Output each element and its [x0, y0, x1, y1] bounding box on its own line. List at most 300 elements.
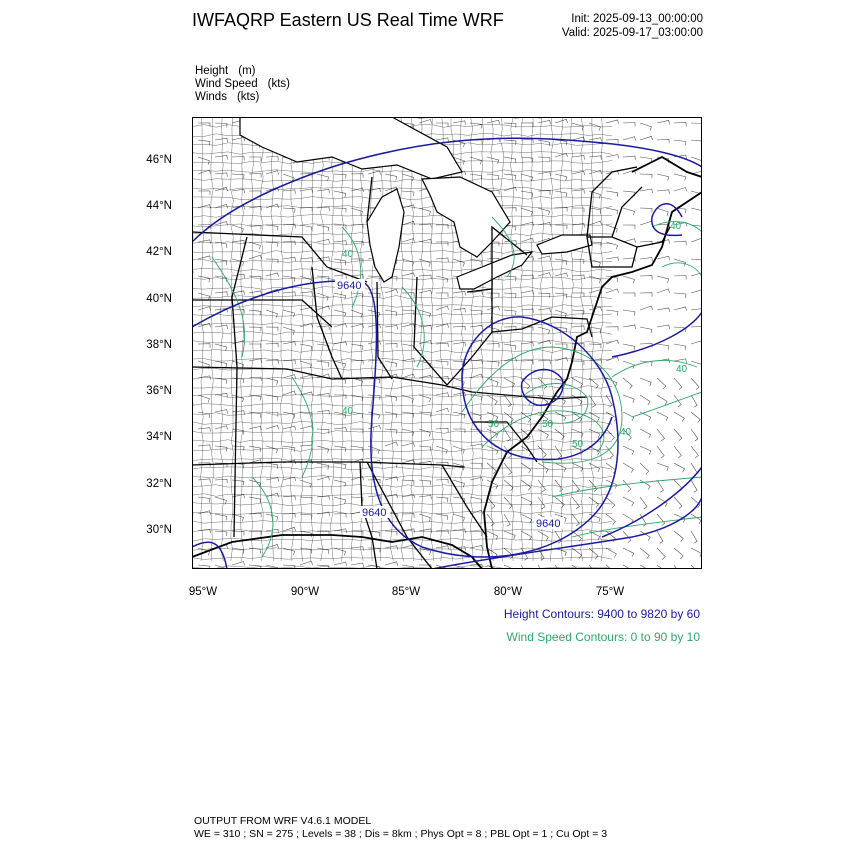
wind-barb	[317, 463, 329, 470]
wind-barb	[266, 204, 279, 208]
wind-barb	[334, 514, 346, 518]
wind-barb	[436, 306, 449, 310]
wind-barb	[266, 171, 279, 175]
wind-barb	[419, 239, 432, 243]
wind-barb	[198, 412, 210, 418]
wind-barb	[521, 514, 532, 523]
wind-barb	[300, 514, 312, 519]
wind-contour-label: 40	[670, 221, 682, 232]
wind-barb	[334, 191, 346, 197]
wind-contour-label: 40	[620, 427, 632, 438]
wind-barb	[470, 546, 483, 550]
wind-barb	[334, 548, 346, 555]
wind-barb	[538, 172, 551, 176]
lat-label: 44°N	[146, 200, 172, 212]
wind-contour-label: 50	[542, 419, 554, 430]
wind-barb	[283, 276, 295, 282]
county-line	[192, 350, 612, 353]
wind-barb	[589, 344, 601, 348]
wind-barb	[487, 157, 499, 164]
lat-label: 46°N	[146, 154, 172, 166]
wind-barb	[674, 446, 681, 458]
wind-barb	[198, 157, 209, 165]
wind-barb	[351, 378, 363, 385]
county-line	[541, 117, 544, 561]
wind-barb	[232, 411, 244, 415]
valid-time: Valid: 2025-09-17_03:00:00	[561, 27, 703, 39]
wind-barb	[623, 497, 634, 506]
wind-barb	[606, 429, 614, 440]
wind-barb	[266, 327, 278, 331]
wind-barb	[487, 429, 498, 438]
wind-barb	[419, 326, 431, 330]
wind-barb	[572, 514, 579, 526]
wind-barb	[606, 548, 616, 558]
wind-barb	[691, 548, 702, 557]
lon-label: 85°W	[391, 586, 421, 598]
wind-barb	[657, 174, 669, 181]
wind-barb	[640, 157, 652, 163]
wind-barb	[283, 257, 296, 261]
wind-barb	[249, 206, 261, 210]
wind-barb	[385, 310, 397, 316]
wind-barb	[521, 361, 533, 365]
wind-barb	[249, 291, 262, 295]
wind-barb	[368, 360, 380, 364]
wind-barb	[640, 293, 652, 297]
wind-barb	[674, 344, 686, 350]
wind-barb	[623, 293, 635, 297]
wind-barb	[419, 275, 431, 279]
wind-barb	[572, 378, 582, 388]
wind-barb	[215, 292, 227, 296]
wind-barb	[317, 207, 329, 211]
wind-barb	[521, 222, 534, 226]
wind-barb	[317, 446, 329, 453]
coastline	[192, 157, 702, 569]
wind-barb	[504, 293, 516, 298]
county-line	[192, 413, 612, 416]
wind-barb	[487, 531, 498, 540]
wind-barb	[198, 445, 210, 449]
wind-barb	[623, 156, 635, 160]
wind-barb	[640, 306, 653, 310]
wind-barb	[402, 273, 415, 277]
lat-label: 34°N	[146, 431, 172, 443]
wind-barb	[674, 122, 686, 126]
wind-barb	[317, 225, 329, 231]
wind-barb	[504, 514, 510, 526]
wind-barb	[657, 190, 669, 194]
wind-barb	[606, 208, 618, 214]
wind-barb	[521, 191, 533, 197]
wind-barb	[487, 120, 500, 124]
wind-barb	[402, 344, 414, 350]
wind-barb	[470, 463, 482, 468]
lake-ontario	[537, 235, 592, 254]
wind-barb	[487, 174, 499, 180]
wind-barb	[436, 446, 447, 454]
wind-barb	[504, 463, 512, 475]
wind-barb	[555, 463, 566, 472]
wind-barb	[555, 497, 564, 508]
wind-barb	[674, 548, 683, 559]
wind-barb	[657, 463, 668, 471]
wind-barb	[572, 275, 584, 279]
map-panel	[192, 117, 702, 569]
wind-barb	[640, 548, 649, 559]
wind-barb	[606, 257, 619, 261]
svg-text:9640: 9640	[337, 280, 362, 292]
wind-barb	[300, 242, 312, 249]
wind-barb	[402, 324, 415, 328]
wind-barb	[657, 208, 668, 216]
wind-barb	[487, 361, 499, 366]
county-line	[211, 117, 214, 561]
county-line	[481, 117, 484, 561]
wind-barb	[691, 446, 698, 458]
wind-barb	[555, 412, 566, 421]
wind-barb	[232, 562, 245, 566]
county-boundaries	[192, 117, 612, 568]
wind-barb	[606, 446, 613, 458]
wind-barb	[589, 156, 601, 160]
wind-barb	[198, 307, 211, 311]
wind-barb	[538, 208, 550, 215]
wind-barb	[657, 276, 669, 283]
wind-barb	[215, 531, 227, 536]
wind-barb	[691, 378, 699, 390]
wind-barb	[538, 191, 550, 195]
great-lakes	[240, 117, 592, 289]
wind-barb	[657, 308, 670, 312]
wind-contour-label: 40	[342, 406, 354, 417]
county-line	[192, 386, 612, 389]
wind-barb	[623, 446, 634, 455]
wind-barb	[487, 378, 498, 386]
wind-barb	[674, 463, 685, 472]
wind-barb	[504, 310, 516, 315]
wind-barb	[504, 497, 512, 509]
county-line	[192, 494, 612, 497]
wind-barb	[283, 190, 295, 194]
county-line	[331, 117, 334, 561]
wind-barb	[300, 426, 313, 430]
height-contour-label	[335, 279, 365, 292]
wind-barb	[640, 258, 652, 262]
wind-barb	[674, 276, 686, 280]
wind-barb	[215, 138, 228, 142]
field-label-wind-speed	[195, 78, 290, 90]
wind-barb	[402, 259, 414, 266]
county-line	[192, 449, 612, 452]
wind-barb	[606, 310, 618, 316]
wind-barb	[606, 155, 619, 159]
wind-barb	[419, 224, 431, 228]
wind-barb	[198, 497, 210, 502]
wind-barb	[385, 546, 398, 550]
wind-barb	[249, 513, 261, 517]
wind-barb	[470, 497, 482, 503]
wind-barb	[419, 375, 432, 379]
wind-barb	[249, 344, 261, 348]
wind-barb	[402, 412, 414, 418]
wind-barb	[232, 446, 244, 451]
lake-superior	[240, 117, 462, 179]
wind-barb	[623, 325, 636, 329]
wind-contour-label: 40	[342, 249, 354, 260]
wind-barb	[674, 307, 687, 311]
wind-barb	[657, 531, 663, 543]
wind-barb	[538, 340, 551, 344]
wind-barb	[640, 463, 649, 474]
wind-barb	[657, 344, 669, 350]
wind-barb	[317, 174, 329, 181]
wind-barb	[640, 123, 651, 131]
field-name: Height	[195, 65, 229, 77]
wind-barb	[606, 242, 618, 249]
wind-barb	[606, 497, 615, 508]
wind-barb	[351, 547, 363, 551]
county-line	[192, 467, 612, 470]
wind-barb	[249, 174, 261, 178]
wind-barb	[572, 208, 584, 212]
wind-barb	[657, 378, 666, 389]
wind-barb	[640, 446, 651, 455]
wind-barb	[589, 170, 602, 174]
wind-barb	[215, 173, 227, 177]
wind-barb	[640, 276, 652, 280]
wind-barb	[555, 446, 562, 458]
wind-barb	[572, 497, 579, 509]
wind-barb	[266, 310, 277, 318]
wind-barb	[640, 221, 653, 225]
county-line	[221, 117, 224, 561]
wind-barb	[572, 480, 579, 492]
wind-barb	[487, 306, 500, 310]
wind-barb	[368, 324, 381, 328]
wind-barb	[249, 426, 262, 430]
wind-barb	[691, 326, 702, 330]
wind-barb	[419, 529, 432, 533]
field-name: Wind Speed	[195, 78, 258, 90]
field-name: Winds	[195, 91, 227, 103]
wind-barb	[334, 497, 346, 504]
wind-barb	[266, 463, 278, 469]
lon-label: 75°W	[595, 586, 625, 598]
wind-speed-contours	[212, 217, 702, 557]
height-contour-label	[534, 517, 564, 530]
wind-barb	[606, 120, 619, 124]
wind-barb	[385, 344, 397, 348]
wind-speed-contour-legend: Wind Speed Contours: 0 to 90 by 10	[506, 630, 700, 644]
wind-barb	[521, 238, 534, 242]
county-line	[192, 566, 612, 569]
wind-barb	[606, 514, 615, 525]
wind-barb	[266, 225, 278, 230]
wind-barb	[334, 208, 346, 212]
wind-barb	[657, 412, 668, 421]
wind-barb	[691, 361, 702, 369]
wind-barb	[674, 378, 682, 390]
wind-barb	[623, 548, 634, 557]
lon-label: 95°W	[188, 586, 218, 598]
wind-barb	[385, 531, 397, 535]
svg-text:9640: 9640	[362, 507, 387, 519]
wind-barb	[198, 323, 211, 327]
init-time: Init: 2025-09-13_00:00:00	[571, 13, 703, 25]
wind-barb	[640, 189, 653, 193]
wind-barb	[538, 327, 550, 334]
wind-barb	[334, 562, 347, 566]
wind-barb	[538, 157, 550, 162]
lat-label: 42°N	[146, 246, 172, 258]
county-line	[192, 314, 612, 317]
wind-barb	[538, 378, 547, 389]
wind-barb	[385, 174, 397, 180]
wind-barb	[215, 514, 227, 520]
field-unit: (m)	[238, 65, 256, 77]
county-line	[401, 117, 404, 561]
wind-barb	[453, 291, 465, 295]
wind-barb	[419, 290, 432, 294]
wind-barb	[657, 548, 665, 559]
wind-barb	[249, 157, 261, 161]
wind-barb	[640, 395, 650, 405]
wind-barb	[521, 309, 533, 313]
height-contour-label	[360, 506, 390, 519]
wind-barb	[436, 530, 448, 534]
wind-barb	[555, 225, 567, 229]
wind-barb	[521, 157, 533, 162]
wind-barb	[691, 259, 702, 264]
wind-barb	[198, 240, 211, 244]
wind-barb	[249, 497, 261, 503]
wind-barb	[691, 123, 702, 127]
wind-barb	[657, 289, 670, 293]
wind-barb	[487, 463, 496, 474]
wind-barb	[283, 292, 295, 296]
wind-barb	[283, 391, 296, 395]
wind-barb	[300, 189, 313, 193]
wind-barb	[623, 276, 635, 283]
wind-barb	[589, 429, 600, 438]
model-config-label: WE = 310 ; SN = 275 ; Levels = 38 ; Dis = 8km ; Phys Opt = 8 ; PBL Opt = 1 ; Cu Opt = 3	[194, 828, 608, 840]
wind-barb	[283, 327, 294, 335]
wind-barb	[640, 327, 652, 333]
county-line	[501, 117, 504, 561]
wind-barb	[487, 514, 494, 526]
wind-barb	[538, 273, 551, 277]
field-unit: (kts)	[236, 91, 260, 103]
wind-barb	[215, 325, 228, 329]
county-line	[192, 278, 612, 281]
wind-barb	[419, 495, 431, 499]
county-line	[551, 117, 554, 561]
wind-barb	[232, 395, 244, 402]
wind-barb	[198, 344, 210, 348]
wind-barb	[385, 494, 398, 498]
wind-barb	[198, 256, 211, 260]
lat-label: 40°N	[146, 293, 172, 305]
wind-barb	[232, 189, 245, 193]
wind-barb	[589, 497, 599, 507]
field-unit: (kts)	[267, 78, 291, 90]
wind-barb	[300, 497, 312, 502]
wind-barb	[538, 140, 550, 146]
wind-barb	[640, 378, 651, 386]
wind-barb	[385, 289, 398, 293]
lon-label: 90°W	[290, 586, 320, 598]
field-label-winds	[195, 91, 259, 103]
wind-barb	[317, 548, 329, 554]
wind-barb	[657, 395, 667, 405]
wind-barb	[300, 292, 312, 296]
lat-label: 30°N	[146, 524, 172, 536]
wind-barb	[232, 494, 245, 498]
wind-contour-label: 50	[488, 419, 500, 430]
wind-barb	[266, 395, 278, 401]
wind-barb	[215, 446, 227, 451]
county-line	[192, 503, 612, 506]
wind-barb	[623, 208, 635, 215]
wind-barb	[657, 325, 670, 329]
wind-contour-label: 50	[572, 439, 584, 450]
county-line	[531, 117, 534, 561]
wind-barb	[300, 361, 312, 368]
wind-barb	[453, 121, 466, 125]
wind-barb	[470, 531, 482, 536]
wind-barb	[504, 140, 516, 145]
wind-barb	[504, 208, 516, 212]
county-line	[381, 117, 384, 561]
wind-barb	[419, 514, 430, 522]
wind-barb	[453, 308, 465, 312]
wind-barb	[657, 139, 669, 143]
wind-barb	[266, 378, 278, 385]
wind-barb	[674, 241, 686, 245]
wind-barb	[674, 429, 682, 441]
wind-barb	[674, 188, 687, 192]
wind-barb	[198, 191, 210, 195]
wind-barb	[555, 293, 567, 298]
wind-barb	[351, 563, 364, 567]
wind-barb	[589, 221, 602, 225]
wind-barb	[419, 480, 431, 485]
wind-barb	[691, 429, 698, 441]
wind-barb	[657, 480, 664, 492]
wind-barb	[623, 514, 633, 524]
wind-barb	[436, 123, 448, 127]
wind-barb	[691, 412, 700, 423]
county-line	[491, 117, 494, 561]
wind-barb	[589, 138, 602, 142]
wind-barb	[317, 361, 329, 367]
wind-barb	[368, 426, 381, 430]
field-label-height	[195, 65, 256, 77]
wind-barb	[368, 293, 380, 297]
wind-barb	[198, 123, 210, 127]
county-line	[301, 117, 304, 561]
plot-title: IWFAQRP Eastern US Real Time WRF	[192, 10, 504, 30]
wind-barb	[317, 189, 329, 193]
wind-barb	[334, 395, 346, 399]
county-line	[391, 117, 394, 561]
wind-barb	[504, 344, 516, 350]
wind-barb	[657, 429, 665, 441]
wind-barb	[504, 531, 515, 539]
wind-barb	[419, 429, 430, 437]
